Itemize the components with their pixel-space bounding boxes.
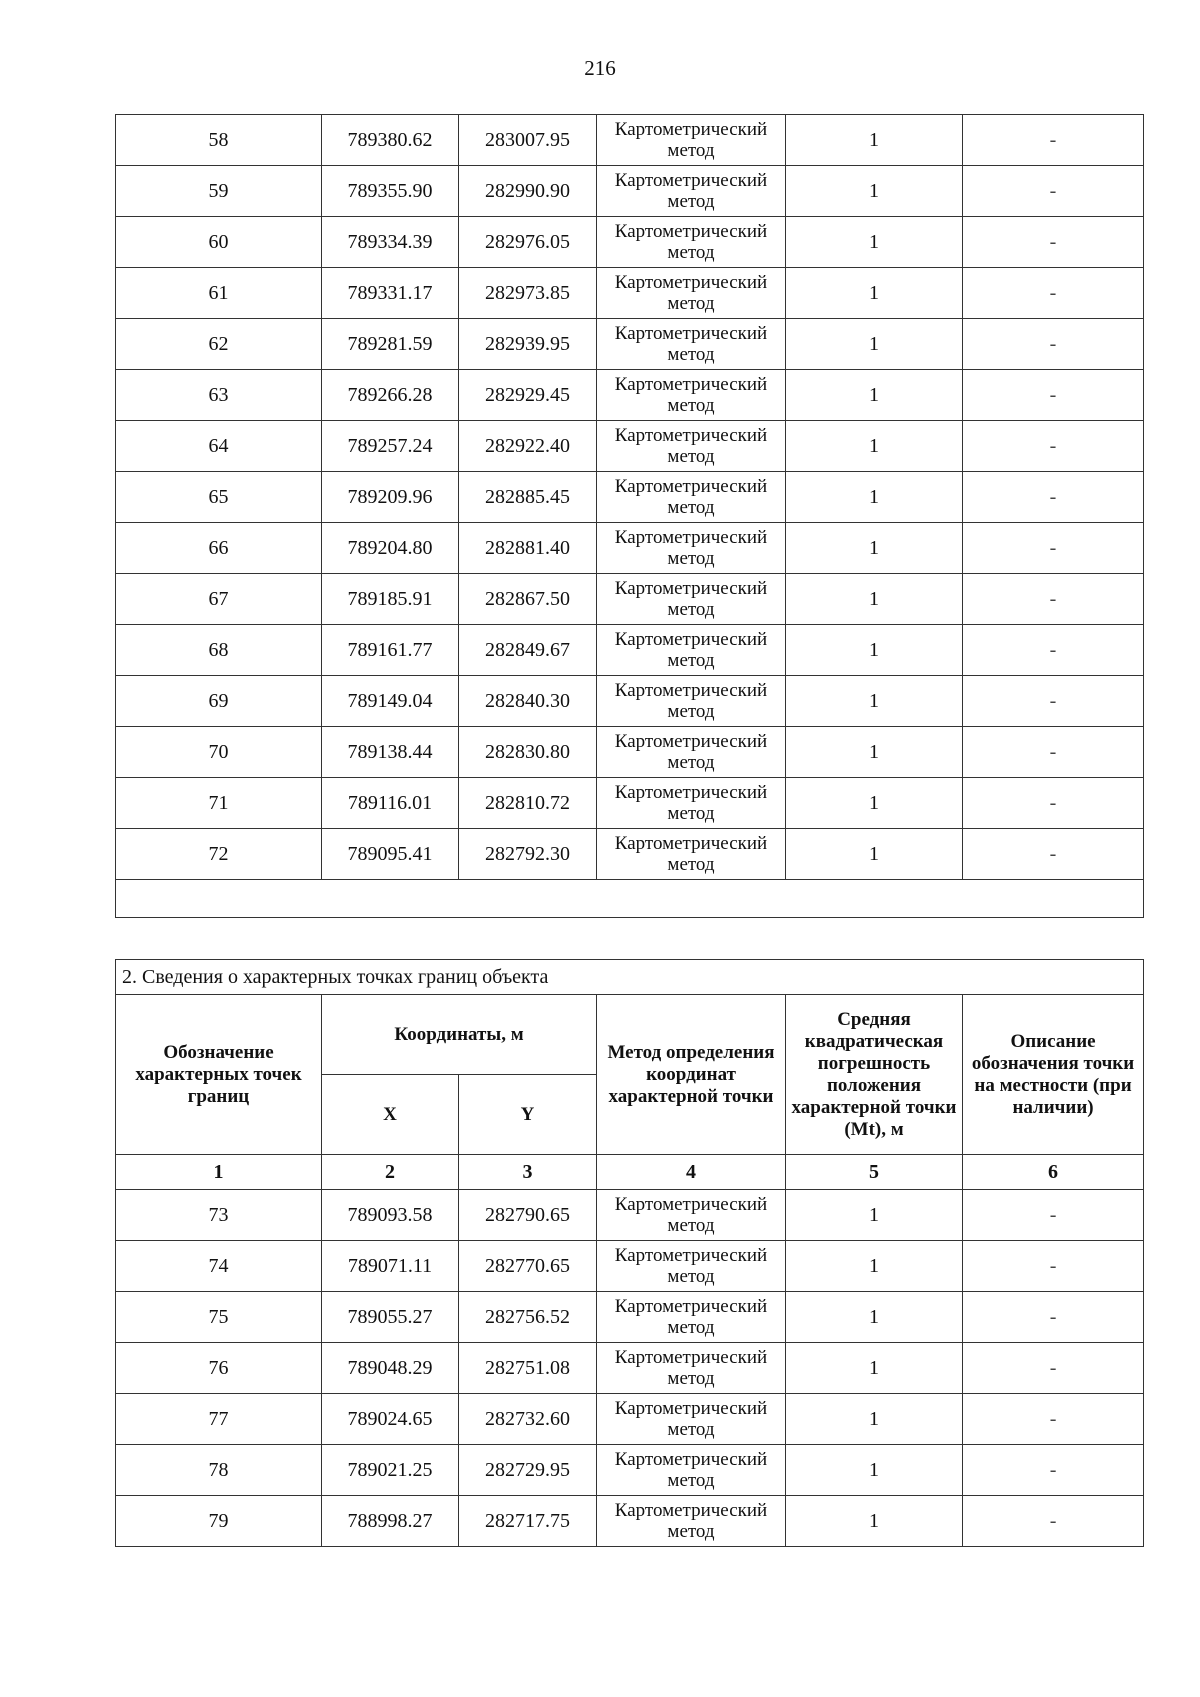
description-cell: -: [963, 625, 1144, 676]
column-number: 6: [963, 1155, 1144, 1190]
x-coordinate-cell: 789355.90: [322, 166, 459, 217]
method-cell: Картометрический метод: [597, 778, 786, 829]
description-cell: -: [963, 1292, 1144, 1343]
mean-error-cell: 1: [786, 472, 963, 523]
y-coordinate-cell: 282976.05: [459, 217, 597, 268]
description-cell: -: [963, 1190, 1144, 1241]
point-number-cell: 75: [116, 1292, 322, 1343]
table-row: [116, 370, 1144, 421]
y-coordinate-cell: 282990.90: [459, 166, 597, 217]
y-coordinate-cell: 282922.40: [459, 421, 597, 472]
x-coordinate-cell: 789257.24: [322, 421, 459, 472]
x-coordinate-cell: 789071.11: [322, 1241, 459, 1292]
method-cell: Картометрический метод: [597, 829, 786, 880]
header-mean-error: Средняя квадратическая погрешность положения характерной точки (Mt), м: [786, 995, 963, 1155]
y-coordinate-cell: 282790.65: [459, 1190, 597, 1241]
method-cell: Картометрический метод: [597, 574, 786, 625]
boundary-points-table-continued: [115, 114, 1144, 918]
table-row: [116, 1190, 1144, 1241]
mean-error-cell: 1: [786, 625, 963, 676]
x-coordinate-cell: 789266.28: [322, 370, 459, 421]
table-row: [116, 115, 1144, 166]
method-cell: Картометрический метод: [597, 370, 786, 421]
method-cell: Картометрический метод: [597, 319, 786, 370]
column-number: 4: [597, 1155, 786, 1190]
point-number-cell: 76: [116, 1343, 322, 1394]
y-coordinate-cell: 282885.45: [459, 472, 597, 523]
table-row: [116, 727, 1144, 778]
table-row: [116, 217, 1144, 268]
y-coordinate-cell: 282849.67: [459, 625, 597, 676]
x-coordinate-cell: 789024.65: [322, 1394, 459, 1445]
mean-error-cell: 1: [786, 115, 963, 166]
method-cell: Картометрический метод: [597, 1292, 786, 1343]
mean-error-cell: 1: [786, 778, 963, 829]
x-coordinate-cell: 789048.29: [322, 1343, 459, 1394]
method-cell: Картометрический метод: [597, 1190, 786, 1241]
table-row: [116, 1292, 1144, 1343]
mean-error-cell: 1: [786, 676, 963, 727]
description-cell: -: [963, 1445, 1144, 1496]
y-coordinate-cell: 282732.60: [459, 1394, 597, 1445]
method-cell: Картометрический метод: [597, 1241, 786, 1292]
description-cell: -: [963, 574, 1144, 625]
mean-error-cell: 1: [786, 574, 963, 625]
method-cell: Картометрический метод: [597, 1343, 786, 1394]
y-coordinate-cell: 282751.08: [459, 1343, 597, 1394]
description-cell: -: [963, 523, 1144, 574]
mean-error-cell: 1: [786, 268, 963, 319]
mean-error-cell: 1: [786, 370, 963, 421]
mean-error-cell: 1: [786, 1496, 963, 1547]
y-coordinate-cell: 282939.95: [459, 319, 597, 370]
mean-error-cell: 1: [786, 166, 963, 217]
description-cell: -: [963, 166, 1144, 217]
description-cell: -: [963, 1343, 1144, 1394]
header-method: Метод определения координат характерной точки: [597, 995, 786, 1155]
y-coordinate-cell: 282830.80: [459, 727, 597, 778]
x-coordinate-cell: 789055.27: [322, 1292, 459, 1343]
header-coordinates: Координаты, м: [322, 995, 597, 1075]
point-number-cell: 69: [116, 676, 322, 727]
header-row: [116, 995, 1144, 1075]
mean-error-cell: 1: [786, 1445, 963, 1496]
mean-error-cell: 1: [786, 319, 963, 370]
description-cell: -: [963, 727, 1144, 778]
point-number-cell: 67: [116, 574, 322, 625]
table-row: [116, 1241, 1144, 1292]
x-coordinate-cell: 789185.91: [322, 574, 459, 625]
mean-error-cell: 1: [786, 1394, 963, 1445]
method-cell: Картометрический метод: [597, 1496, 786, 1547]
y-coordinate-cell: 282973.85: [459, 268, 597, 319]
mean-error-cell: 1: [786, 523, 963, 574]
table-row: [116, 1394, 1144, 1445]
point-number-cell: 58: [116, 115, 322, 166]
point-number-cell: 78: [116, 1445, 322, 1496]
y-coordinate-cell: 282729.95: [459, 1445, 597, 1496]
table-row: [116, 1496, 1144, 1547]
x-coordinate-cell: 789116.01: [322, 778, 459, 829]
x-coordinate-cell: 789093.58: [322, 1190, 459, 1241]
header-y: Y: [459, 1075, 597, 1155]
table-row: [116, 829, 1144, 880]
column-number-row: [116, 1155, 1144, 1190]
method-cell: Картометрический метод: [597, 1394, 786, 1445]
description-cell: -: [963, 778, 1144, 829]
description-cell: -: [963, 1394, 1144, 1445]
table-row: [116, 574, 1144, 625]
description-cell: -: [963, 676, 1144, 727]
description-cell: -: [963, 370, 1144, 421]
x-coordinate-cell: 789149.04: [322, 676, 459, 727]
y-coordinate-cell: 282717.75: [459, 1496, 597, 1547]
mean-error-cell: 1: [786, 1241, 963, 1292]
x-coordinate-cell: 789021.25: [322, 1445, 459, 1496]
header-description: Описание обозначения точки на местности (при наличии): [963, 995, 1144, 1155]
section-title-row: [116, 960, 1144, 995]
point-number-cell: 65: [116, 472, 322, 523]
point-number-cell: 64: [116, 421, 322, 472]
mean-error-cell: 1: [786, 1343, 963, 1394]
description-cell: -: [963, 829, 1144, 880]
column-number: 1: [116, 1155, 322, 1190]
header-x: X: [322, 1075, 459, 1155]
x-coordinate-cell: 789138.44: [322, 727, 459, 778]
table-body: [116, 960, 1144, 1547]
y-coordinate-cell: 282770.65: [459, 1241, 597, 1292]
table-row: [116, 1445, 1144, 1496]
method-cell: Картометрический метод: [597, 625, 786, 676]
method-cell: Картометрический метод: [597, 676, 786, 727]
y-coordinate-cell: 282756.52: [459, 1292, 597, 1343]
description-cell: -: [963, 115, 1144, 166]
y-coordinate-cell: 282881.40: [459, 523, 597, 574]
point-number-cell: 60: [116, 217, 322, 268]
table-row: [116, 676, 1144, 727]
header-point-designation: Обозначение характерных точек границ: [116, 995, 322, 1155]
y-coordinate-cell: 282867.50: [459, 574, 597, 625]
table-row: [116, 472, 1144, 523]
empty-row: [116, 880, 1144, 918]
table-row: [116, 421, 1144, 472]
table-row: [116, 523, 1144, 574]
x-coordinate-cell: 789334.39: [322, 217, 459, 268]
table-row: [116, 268, 1144, 319]
column-number: 5: [786, 1155, 963, 1190]
x-coordinate-cell: 789281.59: [322, 319, 459, 370]
description-cell: -: [963, 217, 1144, 268]
description-cell: -: [963, 472, 1144, 523]
point-number-cell: 74: [116, 1241, 322, 1292]
x-coordinate-cell: 789209.96: [322, 472, 459, 523]
method-cell: Картометрический метод: [597, 523, 786, 574]
method-cell: Картометрический метод: [597, 472, 786, 523]
x-coordinate-cell: 788998.27: [322, 1496, 459, 1547]
column-number: 3: [459, 1155, 597, 1190]
mean-error-cell: 1: [786, 421, 963, 472]
y-coordinate-cell: 282929.45: [459, 370, 597, 421]
y-coordinate-cell: 282840.30: [459, 676, 597, 727]
description-cell: -: [963, 421, 1144, 472]
y-coordinate-cell: 283007.95: [459, 115, 597, 166]
table-body: [116, 115, 1144, 918]
description-cell: -: [963, 1241, 1144, 1292]
y-coordinate-cell: 282792.30: [459, 829, 597, 880]
mean-error-cell: 1: [786, 217, 963, 268]
page-number: 216: [584, 56, 616, 80]
method-cell: Картометрический метод: [597, 115, 786, 166]
x-coordinate-cell: 789204.80: [322, 523, 459, 574]
table-row: [116, 778, 1144, 829]
section-title: 2. Сведения о характерных точках границ объекта: [116, 960, 1144, 995]
empty-cell: [116, 880, 1144, 918]
description-cell: -: [963, 268, 1144, 319]
y-coordinate-cell: 282810.72: [459, 778, 597, 829]
point-number-cell: 77: [116, 1394, 322, 1445]
method-cell: Картометрический метод: [597, 166, 786, 217]
table-row: [116, 319, 1144, 370]
point-number-cell: 70: [116, 727, 322, 778]
x-coordinate-cell: 789161.77: [322, 625, 459, 676]
point-number-cell: 71: [116, 778, 322, 829]
point-number-cell: 72: [116, 829, 322, 880]
boundary-points-table: [115, 959, 1144, 1547]
x-coordinate-cell: 789095.41: [322, 829, 459, 880]
description-cell: -: [963, 1496, 1144, 1547]
table-row: [116, 166, 1144, 217]
method-cell: Картометрический метод: [597, 217, 786, 268]
column-number: 2: [322, 1155, 459, 1190]
point-number-cell: 66: [116, 523, 322, 574]
method-cell: Картометрический метод: [597, 268, 786, 319]
point-number-cell: 68: [116, 625, 322, 676]
point-number-cell: 79: [116, 1496, 322, 1547]
table-row: [116, 625, 1144, 676]
mean-error-cell: 1: [786, 829, 963, 880]
x-coordinate-cell: 789380.62: [322, 115, 459, 166]
method-cell: Картометрический метод: [597, 1445, 786, 1496]
point-number-cell: 73: [116, 1190, 322, 1241]
point-number-cell: 62: [116, 319, 322, 370]
point-number-cell: 63: [116, 370, 322, 421]
point-number-cell: 59: [116, 166, 322, 217]
mean-error-cell: 1: [786, 727, 963, 778]
method-cell: Картометрический метод: [597, 727, 786, 778]
method-cell: Картометрический метод: [597, 421, 786, 472]
table-row: [116, 1343, 1144, 1394]
description-cell: -: [963, 319, 1144, 370]
mean-error-cell: 1: [786, 1190, 963, 1241]
x-coordinate-cell: 789331.17: [322, 268, 459, 319]
point-number-cell: 61: [116, 268, 322, 319]
mean-error-cell: 1: [786, 1292, 963, 1343]
